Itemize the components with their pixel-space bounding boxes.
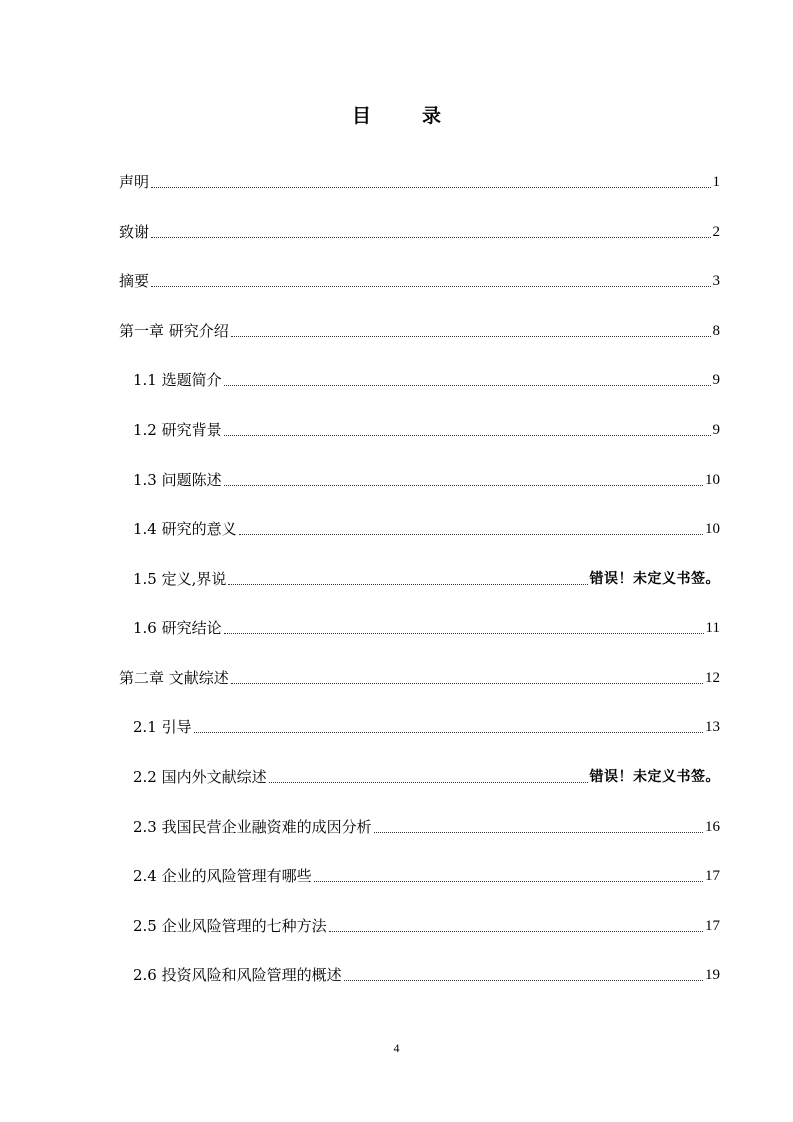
toc-entry-label: 2.1 引导	[133, 718, 192, 736]
toc-dot-leader	[239, 534, 703, 535]
toc-entry-label: 致谢	[119, 223, 150, 241]
toc-dot-leader	[269, 782, 588, 783]
toc-entry-1-4[interactable]	[133, 518, 720, 540]
toc-dot-leader	[151, 187, 710, 188]
toc-entry-1-5[interactable]	[133, 568, 720, 590]
toc-entry-chapter-2[interactable]	[119, 667, 720, 689]
toc-entry-label: 摘要	[119, 272, 150, 290]
toc-entry-2-4[interactable]	[133, 865, 720, 887]
toc-dot-leader	[224, 485, 703, 486]
toc-entry-label: 2.3 我国民营企业融资难的成因分析	[133, 818, 372, 836]
toc-entry-2-6[interactable]	[133, 964, 720, 986]
toc-title: 目 录	[351, 105, 457, 127]
toc-entry-label: 1.2 研究背景	[133, 421, 222, 439]
toc-entry-page: 12	[705, 670, 720, 686]
toc-dot-leader	[228, 584, 587, 585]
toc-entry-page: 9	[712, 372, 720, 388]
toc-entry-abstract[interactable]	[119, 270, 720, 292]
toc-entry-page: 2	[712, 224, 720, 240]
toc-entry-label: 1.6 研究结论	[133, 619, 222, 637]
toc-dot-leader	[231, 683, 703, 684]
toc-dot-leader	[151, 286, 710, 287]
toc-entry-page: 16	[705, 819, 720, 835]
toc-dot-leader	[231, 336, 711, 337]
toc-entry-1-3[interactable]	[133, 469, 720, 491]
toc-entry-label: 2.4 企业的风险管理有哪些	[133, 867, 312, 885]
toc-entry-chapter-1[interactable]	[119, 320, 720, 342]
toc-entry-2-5[interactable]	[133, 915, 720, 937]
toc-entry-2-1[interactable]	[133, 716, 720, 738]
toc-dot-leader	[224, 435, 711, 436]
toc-dot-leader	[344, 980, 703, 981]
toc-dot-leader	[224, 633, 704, 634]
toc-dot-leader	[194, 732, 703, 733]
toc-entry-page: 1	[712, 174, 720, 190]
toc-entry-label: 第二章 文献综述	[119, 669, 229, 687]
toc-entry-page: 19	[705, 967, 720, 983]
toc-entry-acknowledgements[interactable]	[119, 221, 720, 243]
toc-entry-1-6[interactable]	[133, 617, 720, 639]
toc-entry-label: 2.5 企业风险管理的七种方法	[133, 917, 327, 935]
toc-dot-leader	[224, 385, 711, 386]
toc-entry-page: 3	[712, 273, 720, 289]
toc-entry-page: 8	[712, 323, 720, 339]
toc-entry-label: 1.5 定义,界说	[133, 570, 227, 588]
toc-entry-page: 9	[712, 422, 720, 438]
toc-entry-1-2[interactable]	[133, 419, 720, 441]
toc-entry-label: 1.4 研究的意义	[133, 520, 237, 538]
toc-entry-bookmark-error: 错误！未定义书签。	[589, 571, 720, 587]
toc-entry-bookmark-error: 错误！未定义书签。	[589, 769, 720, 785]
toc-entry-declaration[interactable]	[119, 171, 720, 193]
toc-entry-2-2[interactable]	[133, 766, 720, 788]
toc-dot-leader	[314, 881, 703, 882]
toc-entry-page: 10	[705, 521, 720, 537]
toc-entry-page: 11	[705, 620, 720, 636]
toc-entry-page: 17	[705, 868, 720, 884]
toc-entry-label: 1.1 选题简介	[133, 371, 222, 389]
toc-entry-label: 声明	[119, 173, 150, 191]
toc-entry-2-3[interactable]	[133, 816, 720, 838]
toc-entry-page: 13	[705, 719, 720, 735]
toc-entry-label: 第一章 研究介绍	[119, 322, 229, 340]
page-number: 4	[393, 1041, 400, 1055]
toc-entry-label: 2.2 国内外文献综述	[133, 768, 267, 786]
toc-dot-leader	[374, 832, 703, 833]
toc-entry-1-1[interactable]	[133, 369, 720, 391]
toc-entry-page: 10	[705, 472, 720, 488]
toc-dot-leader	[329, 931, 703, 932]
toc-dot-leader	[151, 237, 710, 238]
toc-entry-page: 17	[705, 918, 720, 934]
toc-entry-label: 2.6 投资风险和风险管理的概述	[133, 966, 342, 984]
toc-entry-label: 1.3 问题陈述	[133, 471, 222, 489]
